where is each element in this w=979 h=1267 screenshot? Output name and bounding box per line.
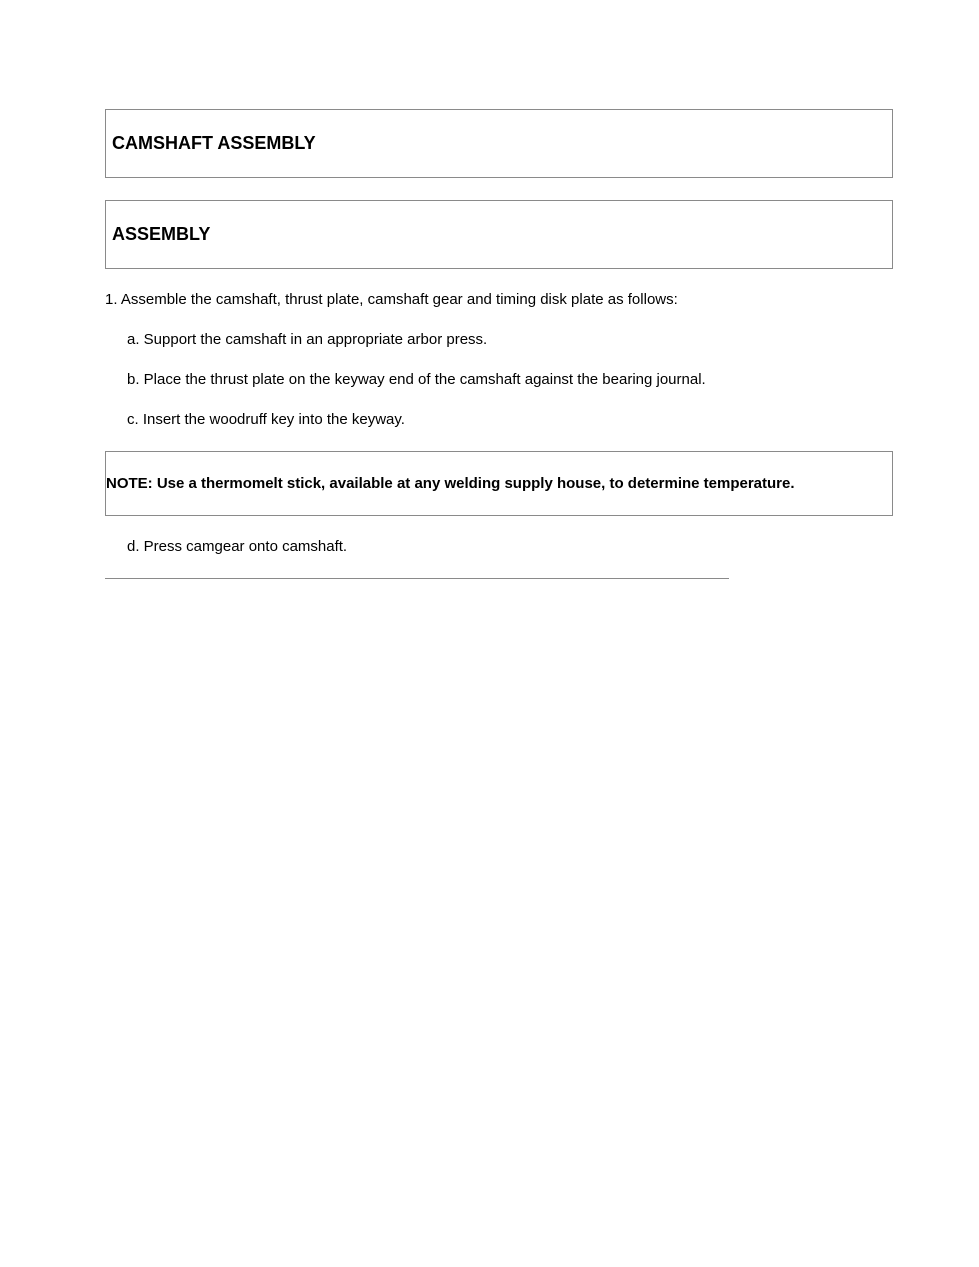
document-page — [105, 109, 893, 579]
step-1: 1. Assemble the camshaft, thrust plate, camshaft gear and timing disk plate as follows: — [105, 291, 678, 308]
section-title: CAMSHAFT ASSEMBLY — [112, 133, 316, 153]
subsection-title: ASSEMBLY — [112, 224, 211, 244]
subsection-title-box — [105, 200, 893, 269]
section-title-box — [105, 109, 893, 178]
note-text: NOTE: Use a thermomelt stick, available at any welding supply house, to determine temperature. — [106, 475, 795, 492]
substep-a: a. Support the camshaft in an appropriate arbor press. — [127, 331, 488, 348]
divider-line — [105, 578, 729, 579]
substep-d: d. Press camgear onto camshaft. — [127, 538, 348, 555]
note-box — [105, 451, 893, 516]
substep-c: c. Insert the woodruff key into the keyway. — [127, 411, 405, 428]
substep-b: b. Place the thrust plate on the keyway end of the camshaft against the bearing journal. — [127, 371, 706, 388]
